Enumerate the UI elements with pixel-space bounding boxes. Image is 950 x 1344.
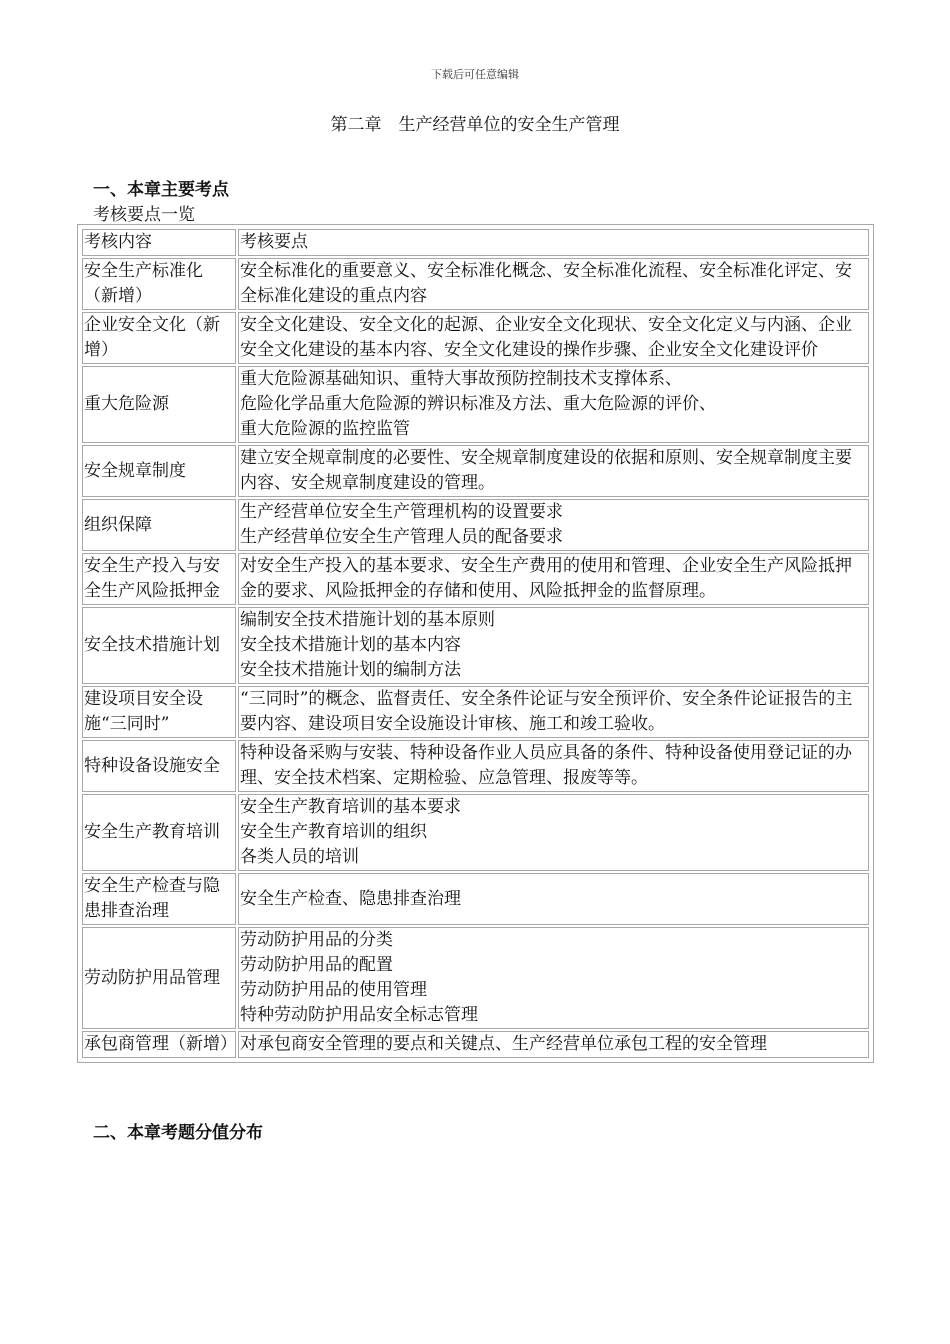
cell-assessment-points (238, 445, 869, 497)
page-header-note: 下载后可任意编辑 (431, 68, 519, 81)
point-line: 安全生产检查、隐患排查治理 (240, 888, 461, 909)
key-points-table (80, 227, 871, 1060)
section-heading-score-distribution: 二、本章考题分值分布 (93, 1123, 263, 1143)
table-row (82, 1031, 869, 1058)
table-row (82, 445, 869, 497)
cell-assessment-points (238, 258, 869, 310)
cell-assessment-points (238, 1031, 869, 1058)
table-row (82, 366, 869, 443)
cell-assessment-points (238, 873, 869, 925)
point-line: 对安全生产投入的基本要求、安全生产费用的使用和管理、企业安全生产风险抵押金的要求、风险抵押金的存储和使用、风险抵押金的监督原理。 (240, 556, 852, 601)
cell-assessment-content: 安全生产标准化（新增） (82, 258, 236, 310)
table-row (82, 927, 869, 1029)
cell-assessment-points (238, 312, 869, 364)
point-line: “三同时”的概念、监督责任、安全条件论证与安全预评价、安全条件论证报告的主要内容、建设项目安全设施设计审核、施工和竣工验收。 (240, 689, 853, 734)
point-line: 对承包商安全管理的要点和关键点、生产经营单位承包工程的安全管理 (240, 1034, 767, 1054)
point-line: 安全技术措施计划的基本内容 (240, 635, 461, 655)
cell-assessment-points (238, 794, 869, 871)
table-row (82, 258, 869, 310)
key-points-table-frame (77, 224, 874, 1063)
point-line: 各类人员的培训 (240, 847, 359, 867)
table-row (82, 312, 869, 364)
cell-assessment-points (238, 499, 869, 551)
point-line: 危险化学品重大危险源的辨识标准及方法、重大危险源的评价、 (240, 394, 716, 414)
point-line: 安全技术措施计划的编制方法 (240, 660, 461, 680)
cell-assessment-content: 建设项目安全设施“三同时” (82, 686, 236, 738)
table-row (82, 740, 869, 792)
point-line: 安全文化建设、安全文化的起源、企业安全文化现状、安全文化定义与内涵、企业安全文化建设的基本内容、安全文化建设的操作步骤、企业安全文化建设评价 (240, 315, 852, 360)
cell-assessment-content: 企业安全文化（新增） (82, 312, 236, 364)
cell-assessment-points (238, 607, 869, 684)
table-row (82, 607, 869, 684)
cell-assessment-content: 安全生产检查与隐患排查治理 (82, 873, 236, 925)
point-line: 重大危险源的监控监管 (240, 419, 410, 439)
cell-assessment-content: 安全生产投入与安全生产风险抵押金 (82, 553, 236, 605)
point-line: 安全生产教育培训的组织 (240, 822, 427, 842)
cell-assessment-points (238, 553, 869, 605)
point-line: 重大危险源基础知识、重特大事故预防控制技术支撑体系、 (240, 369, 682, 389)
cell-assessment-content: 特种设备设施安全 (82, 740, 236, 792)
cell-assessment-points (238, 686, 869, 738)
cell-assessment-content: 承包商管理（新增） (82, 1031, 236, 1058)
point-line: 生产经营单位安全生产管理机构的设置要求 (240, 502, 563, 522)
cell-assessment-points (238, 366, 869, 443)
table-row (82, 686, 869, 738)
cell-assessment-content: 组织保障 (82, 499, 236, 551)
point-line: 编制安全技术措施计划的基本原则 (240, 610, 495, 630)
header-cell-points: 考核要点 (238, 229, 869, 256)
point-line: 特种设备采购与安装、特种设备作业人员应具备的条件、特种设备使用登记证的办理、安全技术档案、定期检验、应急管理、报废等等。 (240, 743, 852, 788)
point-line: 劳动防护用品的配置 (240, 955, 393, 975)
point-line: 建立安全规章制度的必要性、安全规章制度建设的依据和原则、安全规章制度主要内容、安全规章制度建设的管理。 (240, 448, 852, 493)
point-line: 特种劳动防护用品安全标志管理 (240, 1005, 478, 1025)
cell-assessment-points (238, 740, 869, 792)
point-line: 劳动防护用品的分类 (240, 930, 393, 950)
table-row (82, 499, 869, 551)
cell-assessment-points (238, 927, 869, 1029)
table-header-row (82, 229, 869, 256)
section-heading-key-points: 一、本章主要考点 (93, 180, 229, 200)
cell-assessment-content: 劳动防护用品管理 (82, 927, 236, 1029)
point-line: 安全生产教育培训的基本要求 (240, 797, 461, 817)
point-line: 安全标准化的重要意义、安全标准化概念、安全标准化流程、安全标准化评定、安全标准化建设的重点内容 (240, 261, 852, 306)
cell-assessment-content: 安全技术措施计划 (82, 607, 236, 684)
point-line: 劳动防护用品的使用管理 (240, 980, 427, 1000)
point-line: 生产经营单位安全生产管理人员的配备要求 (240, 527, 563, 547)
cell-assessment-content: 安全生产教育培训 (82, 794, 236, 871)
table-caption: 考核要点一览 (93, 205, 195, 225)
table-row (82, 794, 869, 871)
cell-assessment-content: 安全规章制度 (82, 445, 236, 497)
table-row (82, 553, 869, 605)
header-cell-content: 考核内容 (82, 229, 236, 256)
table-row (82, 873, 869, 925)
chapter-title: 第二章 生产经营单位的安全生产管理 (330, 115, 620, 135)
cell-assessment-content: 重大危险源 (82, 366, 236, 443)
